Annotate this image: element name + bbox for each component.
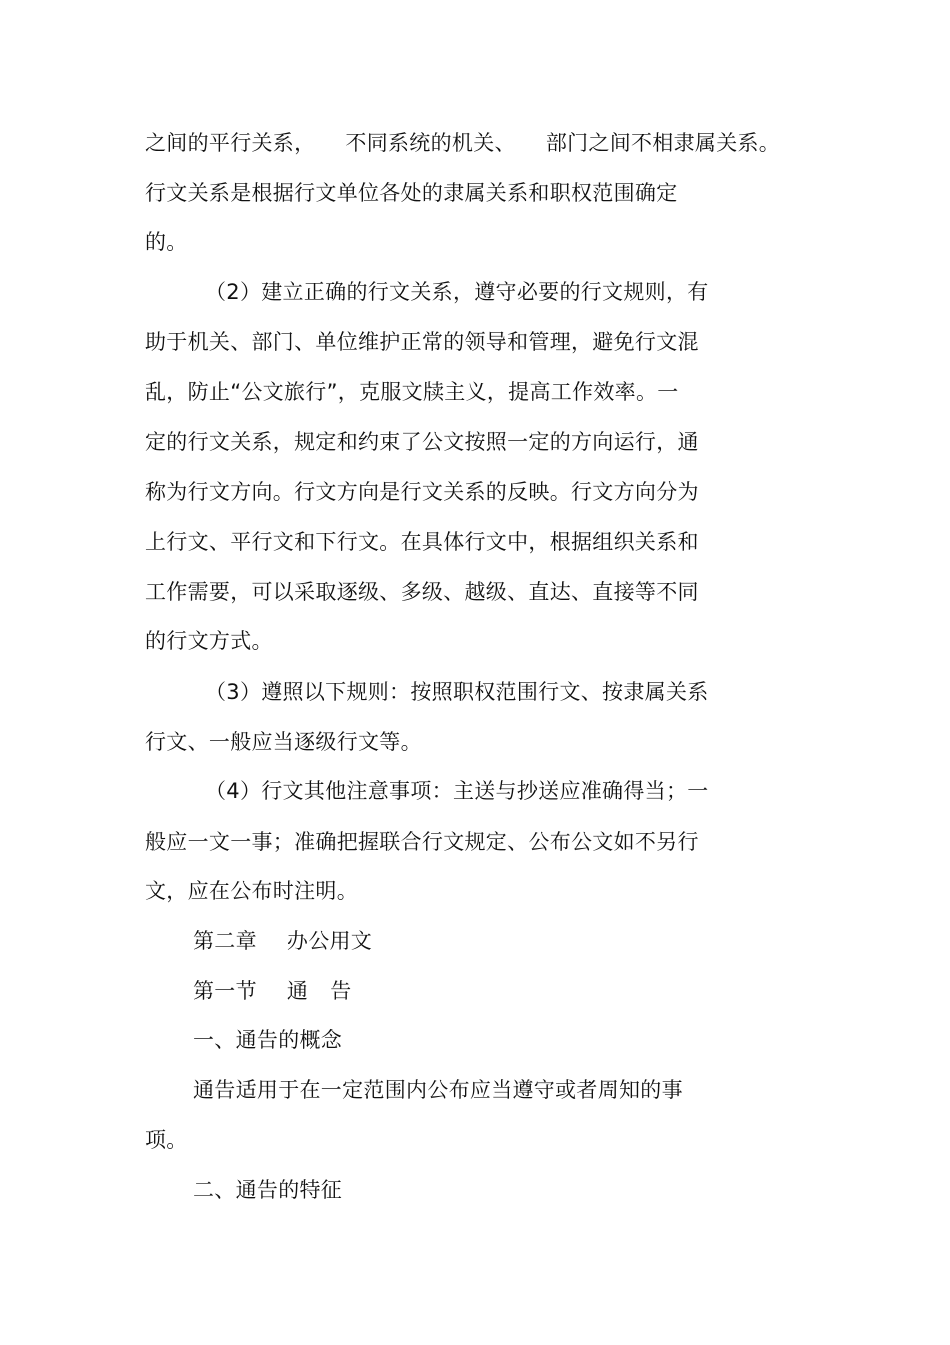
paragraph-line-6: 乱，防止“公文旅行”，克服文牍主义，提高工作效率。一 bbox=[145, 380, 679, 404]
paragraph-line-2: 行文关系是根据行文单位各处的隶属关系和职权范围确定 bbox=[145, 181, 678, 205]
paragraph-line-4: （2）建立正确的行文关系，遵守必要的行文规则，有 bbox=[205, 280, 709, 304]
paragraph-line-8: 称为行文方向。行文方向是行文关系的反映。行文方向分为 bbox=[145, 480, 699, 504]
text-fragment: 之间的平行关系， bbox=[145, 131, 316, 155]
section-heading bbox=[193, 978, 352, 1004]
paragraph-line-11: 的行文方式。 bbox=[145, 629, 273, 653]
paragraph-line-5: 助于机关、部门、单位维护正常的领导和管理，避免行文混 bbox=[145, 330, 699, 354]
chapter-number: 第二章 bbox=[193, 929, 257, 953]
paragraph-line-14: （4）行文其他注意事项：主送与抄送应准确得当；一 bbox=[205, 779, 709, 803]
paragraph-line-18: 项。 bbox=[145, 1128, 188, 1152]
text-fragment: 不同系统的机关、 bbox=[345, 131, 516, 155]
section-title-char: 通 bbox=[286, 979, 309, 1003]
paragraph-line-1 bbox=[145, 130, 780, 156]
paragraph-line-15: 般应一文一事；准确把握联合行文规定、公布公文如不另行 bbox=[145, 830, 699, 854]
chapter-title: 办公用文 bbox=[286, 929, 373, 953]
paragraph-line-7: 定的行文关系，规定和约束了公文按照一定的方向运行，通 bbox=[145, 430, 699, 454]
section-title-char: 告 bbox=[330, 979, 352, 1003]
paragraph-line-12: （3）遵照以下规则：按照职权范围行文、按隶属关系 bbox=[205, 680, 709, 704]
paragraph-line-3: 的。 bbox=[145, 230, 188, 254]
paragraph-line-17: 通告适用于在一定范围内公布应当遵守或者周知的事 bbox=[193, 1078, 683, 1102]
section-number: 第一节 bbox=[193, 979, 257, 1003]
subsection-heading-features: 二、通告的特征 bbox=[193, 1178, 343, 1202]
paragraph-line-13: 行文、一般应当逐级行文等。 bbox=[145, 730, 422, 754]
chapter-heading bbox=[193, 928, 372, 954]
paragraph-line-16: 文，应在公布时注明。 bbox=[145, 879, 358, 903]
subsection-heading-concept: 一、通告的概念 bbox=[193, 1028, 343, 1052]
paragraph-line-9: 上行文、平行文和下行文。在具体行文中，根据组织关系和 bbox=[145, 530, 699, 554]
paragraph-line-10: 工作需要，可以采取逐级、多级、越级、直达、直接等不同 bbox=[145, 580, 699, 604]
text-fragment: 部门之间不相隶属关系。 bbox=[545, 131, 781, 155]
